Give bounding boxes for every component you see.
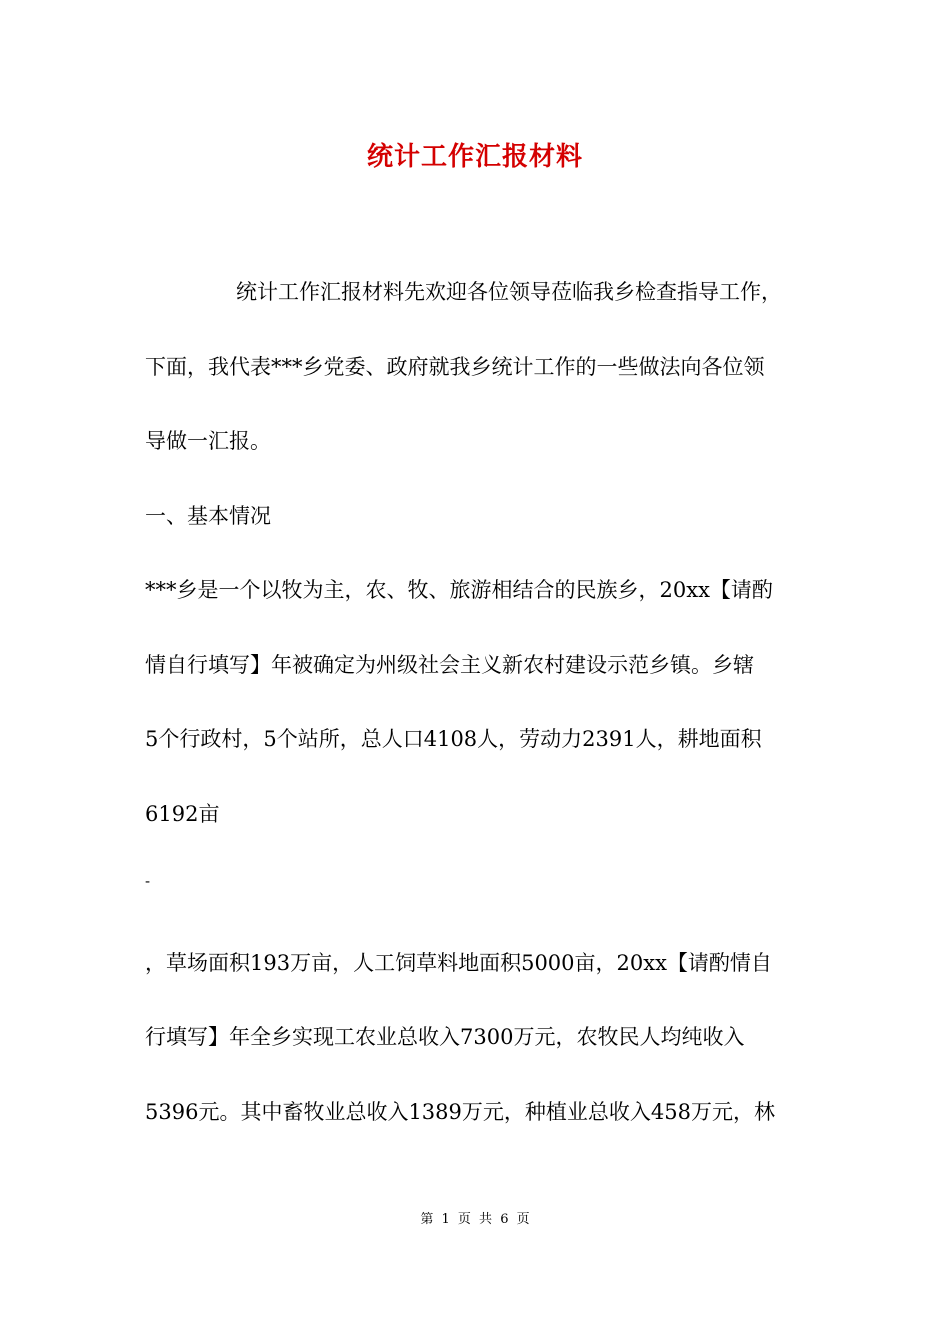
paragraph-line: 行填写】年全乡实现工农业总收入7300万元，农牧民人均纯收入 xyxy=(145,1025,745,1049)
paragraph-line: ，草场面积193万亩，人工饲草料地面积5000亩，20xx【请酌情自 xyxy=(145,951,772,975)
paragraph-line: 5个行政村，5个站所，总人口4108人，劳动力2391人，耕地面积 xyxy=(145,727,762,751)
section-heading: 一、基本情况 xyxy=(145,504,271,528)
paragraph-line: 下面，我代表***乡党委、政府就我乡统计工作的一些做法向各位领 xyxy=(145,355,765,379)
paragraph-line: 统计工作汇报材料先欢迎各位领导莅临我乡检查指导工作， xyxy=(236,280,782,304)
paragraph-line: 6192亩 xyxy=(145,802,220,826)
paragraph-line: ***乡是一个以牧为主，农、牧、旅游相结合的民族乡，20xx【请酌 xyxy=(145,578,773,602)
paragraph-line: 情自行填写】年被确定为州级社会主义新农村建设示范乡镇。乡辖 xyxy=(145,653,754,677)
paragraph-line: 5396元。其中畜牧业总收入1389万元，种植业总收入458万元，林 xyxy=(145,1100,775,1124)
page-footer: 第 1 页 共 6 页 xyxy=(420,1212,530,1227)
document-title: 统计工作汇报材料 xyxy=(366,142,583,172)
dash-mark: - xyxy=(145,872,151,890)
paragraph-line: 导做一汇报。 xyxy=(145,429,271,453)
